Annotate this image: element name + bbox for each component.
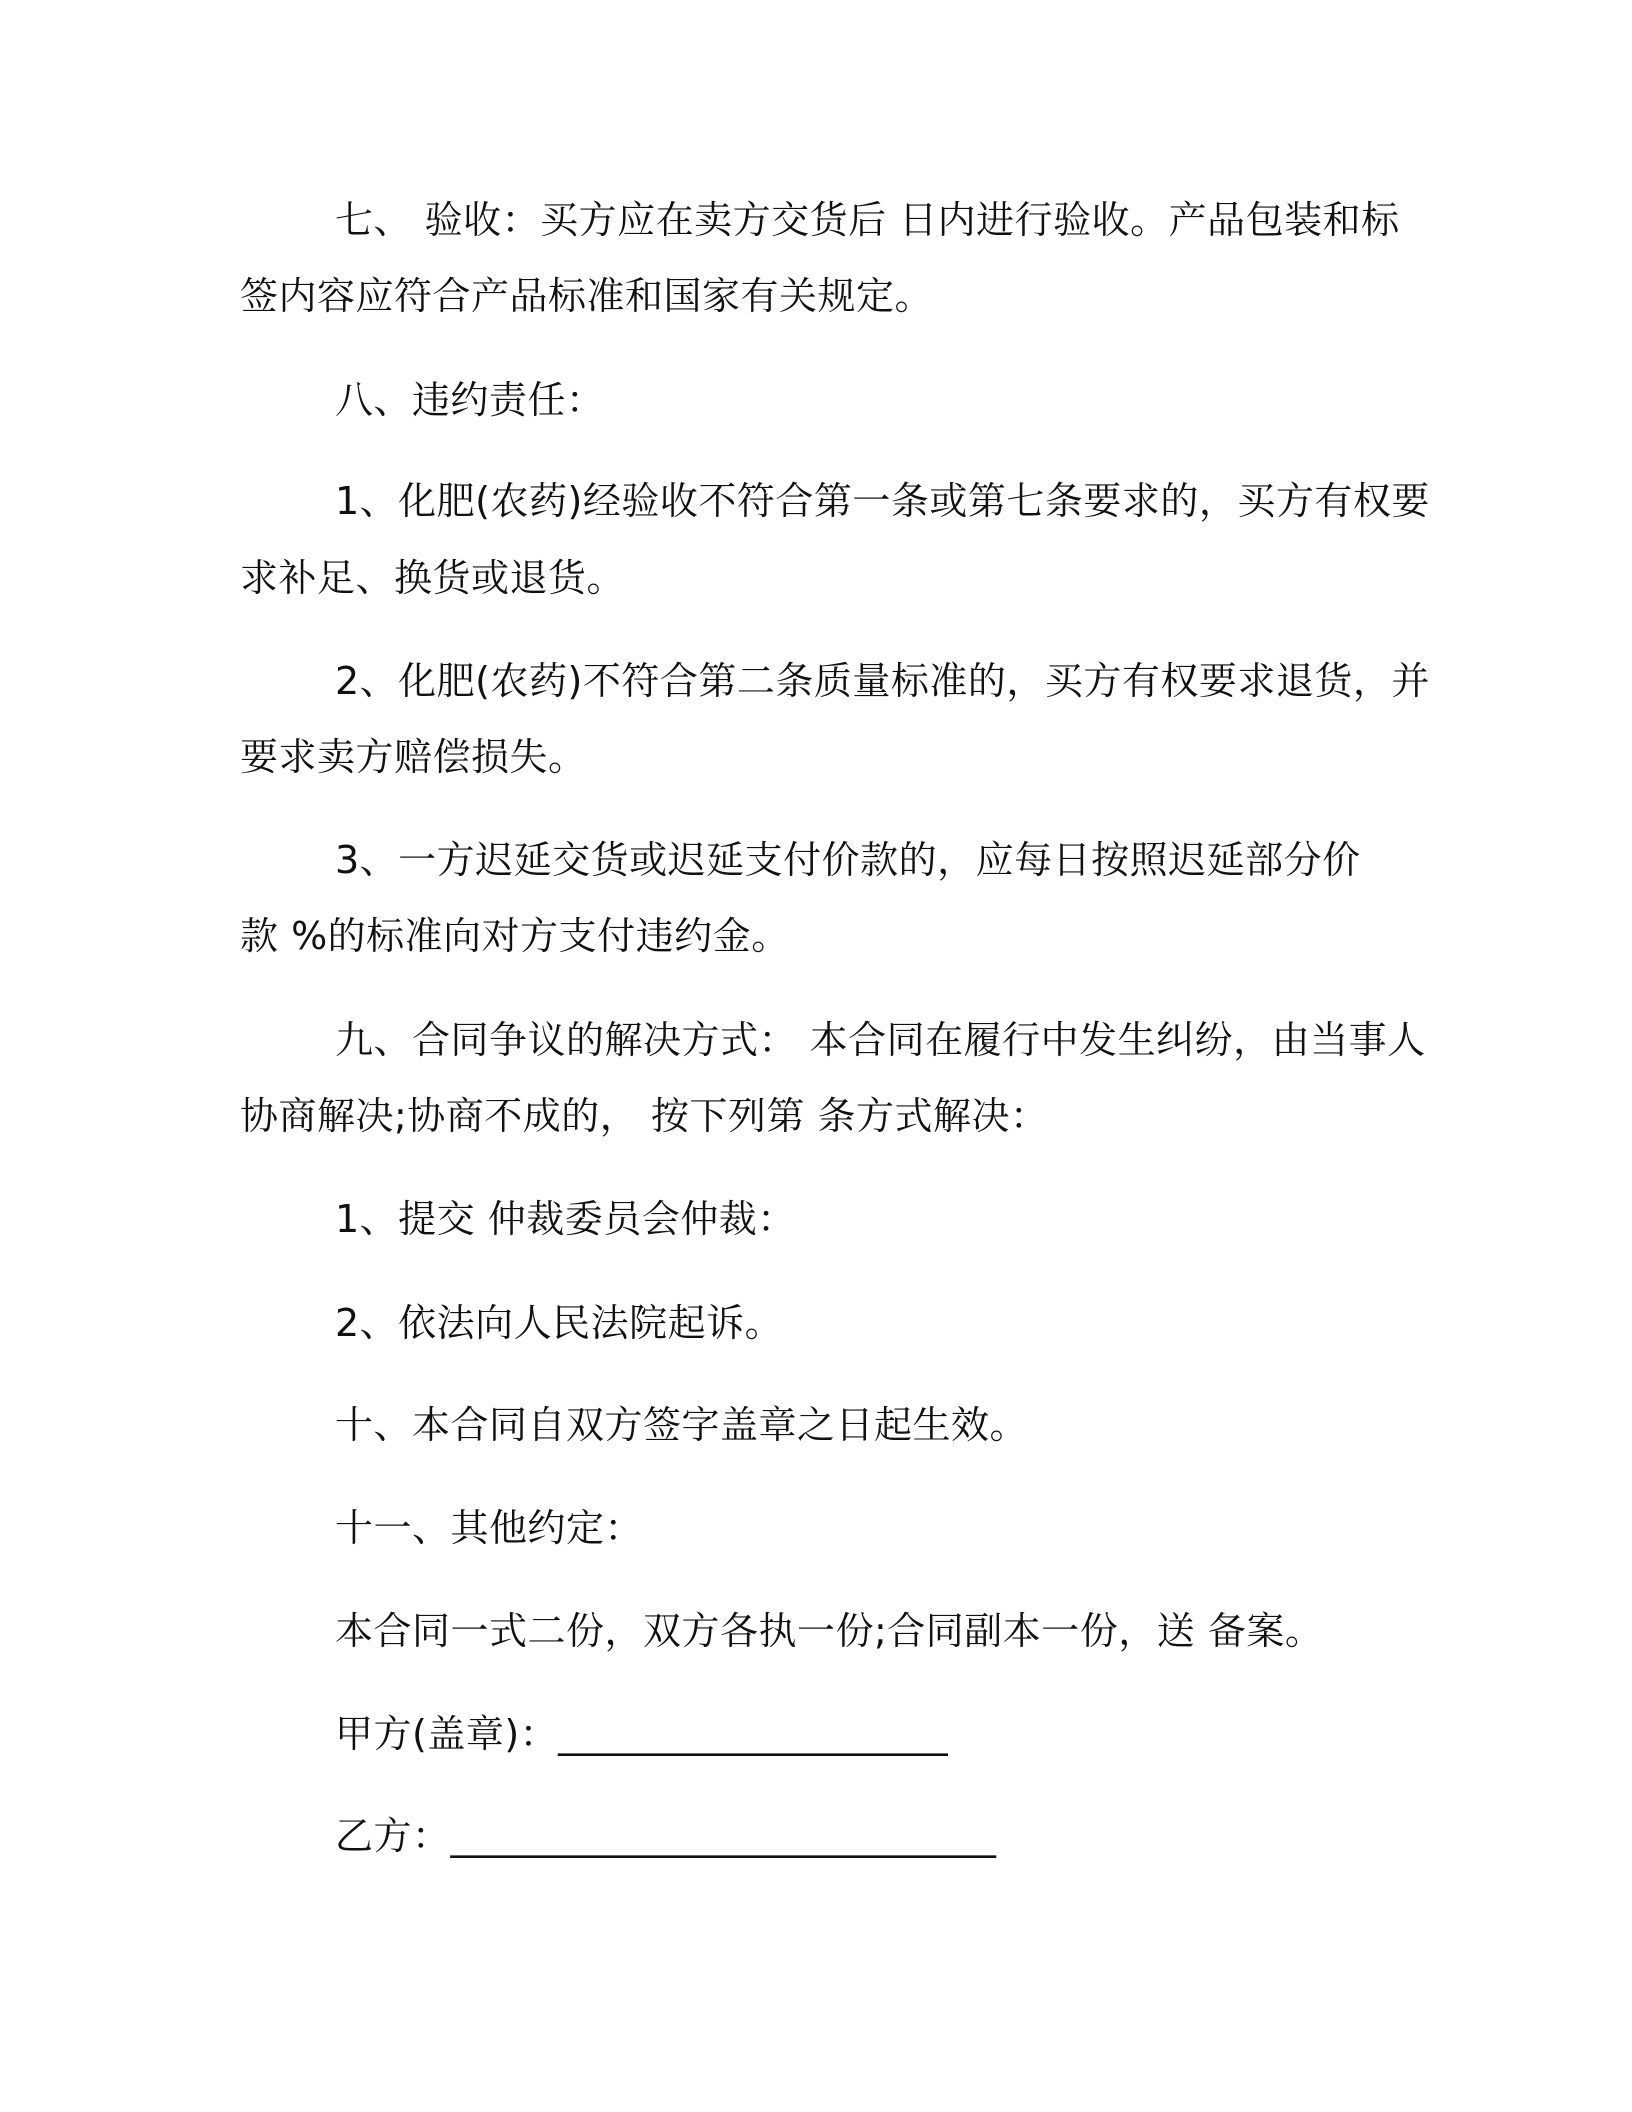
clause-9-line-2: 协商解决;协商不成的， 按下列第 条方式解决： [240,1094,1049,1138]
clause-8-item-1-line-2: 求补足、换货或退货。 [240,556,626,600]
clause-9-line-1: 九、合同争议的解决方式： 本合同在履行中发生纠纷，由当事人 [335,1018,1426,1062]
clause-9-item-1: 1、提交 仲裁委员会仲裁： [335,1197,796,1241]
clause-8-heading: 八、违约责任： [335,378,605,422]
clause-11-heading: 十一、其他约定： [335,1506,644,1550]
clause-9-item-2: 2、依法向人民法院起诉。 [335,1301,784,1345]
party-b-signature: 乙方：____________________________ [335,1814,997,1858]
clause-10: 十、本合同自双方签字盖章之日起生效。 [335,1403,1029,1447]
clause-8-item-1-line-1: 1、化肥(农药)经验收不符合第一条或第七条要求的，买方有权要 [335,479,1430,523]
clause-8-item-2-line-2: 要求卖方赔偿损失。 [240,735,587,779]
clause-8-item-3-line-2: 款 %的标准向对方支付违约金。 [240,914,790,958]
clause-11-body: 本合同一式二份，双方各执一份;合同副本一份，送 备案。 [335,1609,1324,1653]
clause-8-item-2-line-1: 2、化肥(农药)不符合第二条质量标准的，买方有权要求退货，并 [335,659,1430,703]
clause-7-line-2: 签内容应符合产品标准和国家有关规定。 [240,274,934,318]
party-a-signature: 甲方(盖章)：____________________ [335,1712,949,1756]
clause-8-item-3-line-1: 3、一方迟延交货或迟延支付价款的，应每日按照迟延部分价 [335,838,1361,882]
clause-7-line-1: 七、 验收：买方应在卖方交货后 日内进行验收。产品包装和标 [335,198,1400,242]
